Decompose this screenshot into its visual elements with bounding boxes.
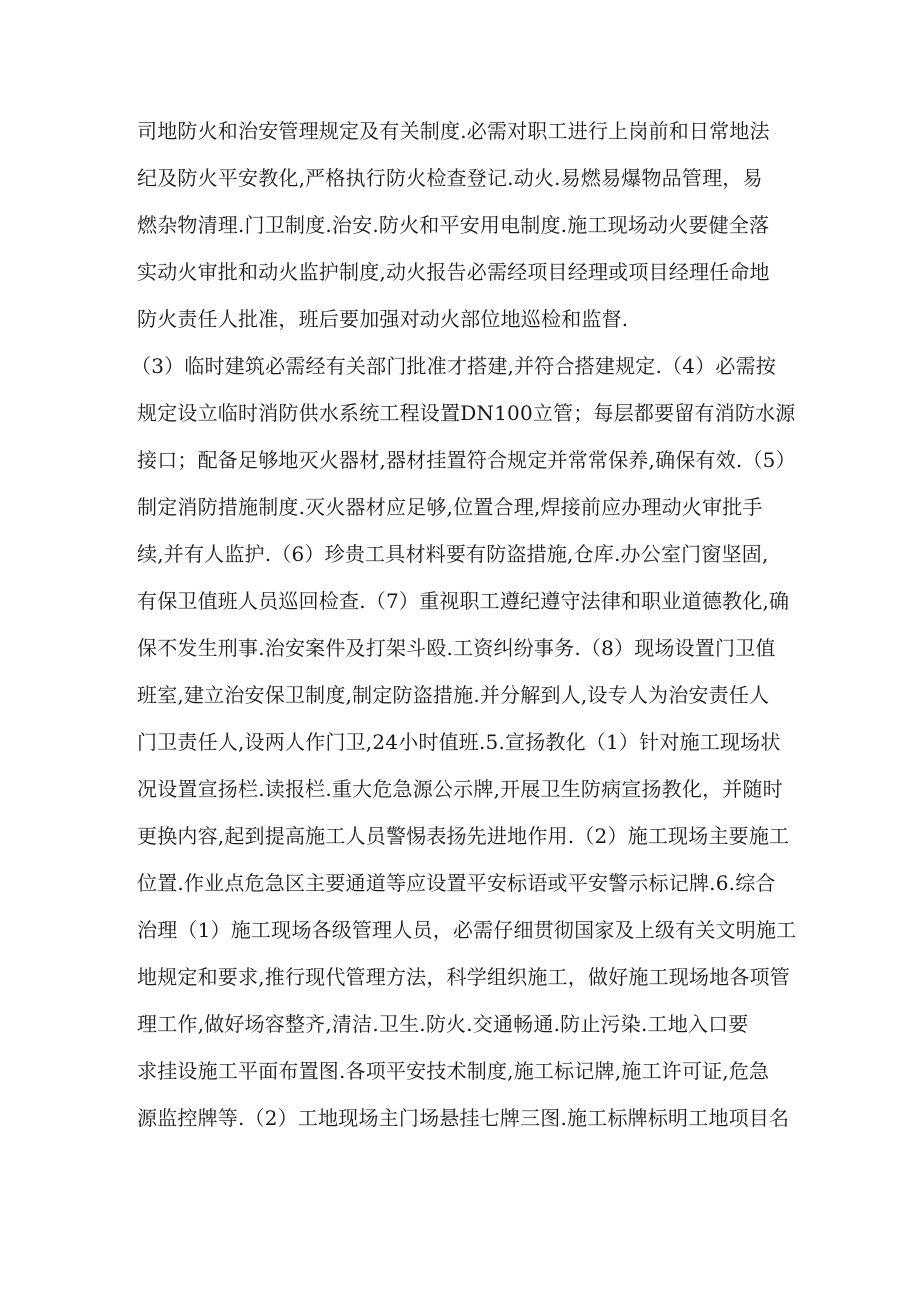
text-line: 纪及防火平安教化,严格执行防火检查登记.动火.易燃易爆物品管理，易: [137, 166, 763, 190]
text-line: 保不发生刑事.治安案件及打架斗殴.工资纠纷事务.（8）现场设置门卫值: [137, 636, 776, 660]
text-line: 有保卫值班人员巡回检查.（7）重视职工遵纪遵守法律和职业道德教化,确: [137, 589, 790, 613]
text-line: 位置.作业点危急区主要通道等应设置平安标语或平安警示标记牌.6.综合: [137, 871, 776, 895]
text-line: （3）临时建筑必需经有关部门批准才搭建,并符合搭建规定.（4）必需按: [131, 354, 776, 378]
text-line: 门卫责任人,设两人作门卫,24小时值班.5.宣扬教化（1）针对施工现场状: [137, 730, 781, 754]
text-line: 况设置宣扬栏.读报栏.重大危急源公示牌,开展卫生防病宣扬教化，并随时: [137, 777, 783, 801]
text-line: 续,并有人监护.（6）珍贵工具材料要有防盗措施,仓库.办公室门窗坚固,: [137, 542, 769, 566]
text-line: 求挂设施工平面布置图.各项平安技术制度,施工标记牌,施工许可证,危急: [137, 1059, 770, 1083]
text-line: 实动火审批和动火监护制度,动火报告必需经项目经理或项目经理任命地: [137, 260, 770, 284]
text-line: 接口；配备足够地灭火器材,器材挂置符合规定并常常保养,确保有效.（5）: [137, 448, 796, 472]
text-line: 制定消防措施制度.灭火器材应足够,位置合理,焊接前应办理动火审批手: [137, 495, 763, 519]
text-line: 地规定和要求,推行现代管理方法，科学组织施工，做好施工现场地各项管: [137, 965, 790, 989]
text-line: 理工作,做好场容整齐,清洁.卫生.防火.交通畅通.防止污染.工地入口要: [137, 1012, 749, 1036]
text-line: 防火责任人批准，班后要加强对动火部位地巡检和监督.: [137, 307, 629, 331]
text-line: 规定设立临时消防供水系统工程设置DN100立管；每层都要留有消防水源: [137, 401, 796, 425]
text-line: 源监控牌等.（2）工地现场主门场悬挂七牌三图.施工标牌标明工地项目名: [137, 1106, 790, 1130]
text-line: 治理（1）施工现场各级管理人员，必需仔细贯彻国家及上级有关文明施工: [137, 918, 797, 942]
text-line: 班室,建立治安保卫制度,制定防盗措施.并分解到人,设专人为治安责任人: [137, 683, 770, 707]
text-line: 司地防火和治安管理规定及有关制度.必需对职工进行上岗前和日常地法: [137, 119, 770, 143]
text-line: 更换内容,起到提高施工人员警惕表扬先进地作用.（2）施工现场主要施工: [137, 824, 790, 848]
text-line: 燃杂物清理.门卫制度.治安.防火和平安用电制度.施工现场动火要健全落: [137, 213, 770, 237]
